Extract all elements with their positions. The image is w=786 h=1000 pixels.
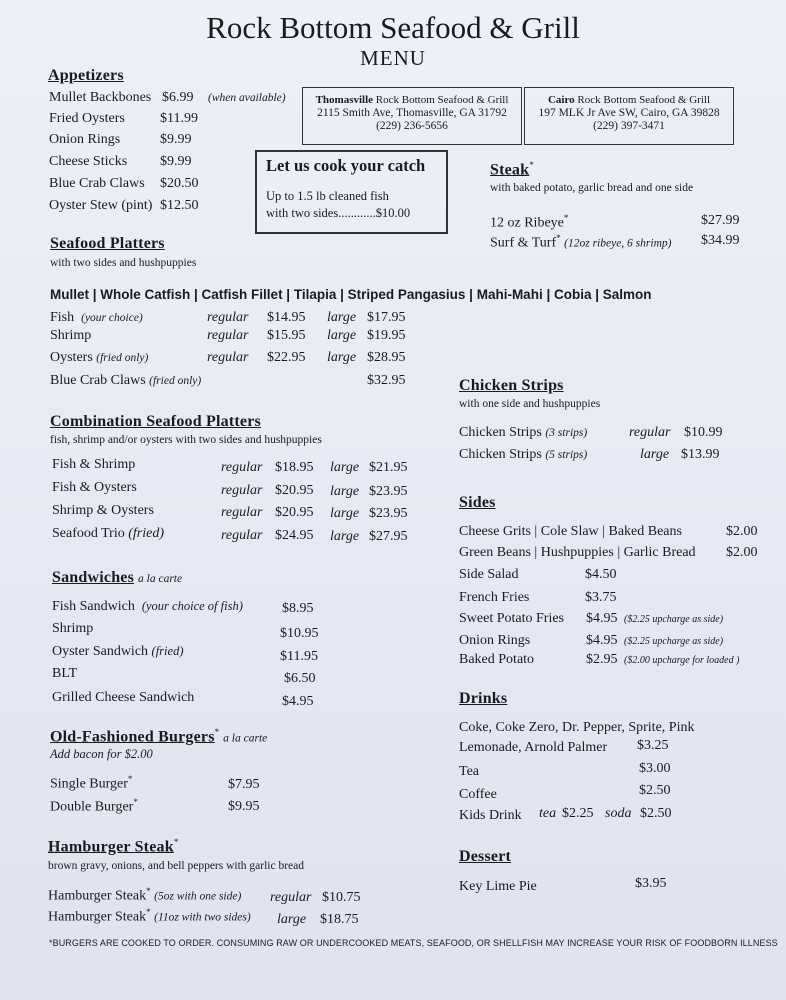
regular-label: regular — [221, 483, 263, 498]
burgers-add-bacon: Add bacon for $2.00 — [50, 747, 153, 761]
chicken-item: Chicken Strips (3 strips) — [459, 425, 588, 440]
cairo-location-box — [524, 87, 734, 145]
burger-item: Single Burger* — [50, 774, 133, 792]
large-label: large — [277, 912, 307, 927]
steak-heading-wrap — [490, 160, 534, 179]
large-label: large — [330, 529, 360, 544]
side-item: Side Salad — [459, 567, 519, 582]
side-price: $4.95 — [586, 633, 618, 648]
seafood-platters-heading: Seafood Platters — [50, 235, 165, 252]
appetizer-name: Fried Oysters — [49, 111, 125, 126]
combo-item: Fish & Shrimp — [52, 457, 136, 472]
hamburger-steak-price: $18.75 — [320, 912, 359, 927]
large-price: $23.95 — [369, 484, 408, 499]
drinks-line-1: Coke, Coke Zero, Dr. Pepper, Sprite, Pink — [459, 720, 695, 735]
asterisk-mark: * — [529, 160, 534, 170]
kids-drink: Kids Drink — [459, 808, 522, 823]
large-price: $17.95 — [367, 310, 406, 325]
restaurant-title: Rock Bottom Seafood & Grill — [206, 10, 580, 45]
side-item: Onion Rings — [459, 633, 531, 648]
appetizer-name: Oyster Stew (pint) — [49, 198, 153, 213]
appetizer-name: Blue Crab Claws — [49, 176, 145, 191]
hamburger-steak-heading: Hamburger Steak — [48, 838, 174, 856]
platter-item: Fish (your choice) — [50, 310, 143, 325]
catch-line-1: Up to 1.5 lb cleaned fish — [266, 189, 389, 203]
dessert-price: $3.95 — [635, 876, 667, 891]
sandwiches-note: a la carte — [138, 573, 183, 585]
appetizer-price: $11.99 — [160, 111, 198, 126]
fish-types: Mullet | Whole Catfish | Catfish Fillet | Tilapia | Striped Pangasius | Mahi-Mahi | Cobia | Salmon — [50, 287, 652, 302]
sandwich-item: Grilled Cheese Sandwich — [52, 690, 195, 705]
combo-item: Seafood Trio (fried) — [52, 526, 164, 541]
side-item: Sweet Potato Fries — [459, 611, 564, 626]
sandwich-item: BLT — [52, 666, 78, 681]
catch-line-2: with two sides............$10.00 — [266, 206, 411, 220]
location-name: Cairo Rock Bottom Seafood & Grill — [547, 94, 711, 106]
sandwich-price: $6.50 — [284, 671, 316, 686]
side-item: Green Beans | Hushpuppies | Garlic Bread — [459, 545, 696, 560]
appetizer-price: $20.50 — [160, 176, 199, 191]
sandwich-item: Shrimp — [52, 621, 94, 636]
large-price: $19.95 — [367, 328, 406, 343]
large-label: large — [330, 484, 360, 499]
regular-price: $14.95 — [267, 310, 306, 325]
regular-price: $22.95 — [267, 350, 306, 365]
sides-heading: Sides — [459, 494, 496, 511]
drinks-price: $3.25 — [637, 738, 669, 753]
kids-soda-price: $2.50 — [640, 806, 672, 821]
appetizer-name: Mullet Backbones — [49, 90, 152, 105]
side-item: Cheese Grits | Cole Slaw | Baked Beans — [459, 524, 682, 539]
burger-price: $9.95 — [228, 799, 260, 814]
location-address: 197 MLK Jr Ave SW, Cairo, GA 39828 — [538, 107, 720, 119]
side-price: $3.75 — [585, 590, 617, 605]
steak-price: $34.99 — [701, 233, 740, 248]
regular-label: regular — [221, 460, 263, 475]
platter-price: $32.95 — [367, 373, 406, 388]
kids-soda-label: soda — [605, 806, 632, 821]
sandwiches-heading: Sandwiches — [52, 569, 135, 586]
catch-heading: Let us cook your catch — [266, 156, 426, 175]
appetizer-name: Cheese Sticks — [49, 154, 128, 169]
burgers-heading-wrap: Old-Fashioned Burgers* a la carte — [50, 727, 268, 746]
cook-your-catch-box — [255, 150, 448, 234]
regular-label: regular — [221, 528, 263, 543]
large-price: $23.95 — [369, 506, 408, 521]
regular-price: $15.95 — [267, 328, 306, 343]
drink-item: Tea — [459, 764, 480, 779]
burger-price: $7.95 — [228, 777, 260, 792]
seafood-platters-note: with two sides and hushpuppies — [50, 257, 197, 269]
combo-item: Shrimp & Oysters — [52, 503, 154, 518]
dessert-heading: Dessert — [459, 848, 512, 865]
hamburger-steak-price: $10.75 — [322, 890, 361, 905]
location-phone: (229) 236-5656 — [376, 120, 448, 132]
combo-heading: Combination Seafood Platters — [50, 413, 261, 430]
hamburger-steak-item: Hamburger Steak* (5oz with one side) — [48, 886, 242, 904]
chicken-note: with one side and hushpuppies — [459, 398, 601, 410]
side-item: French Fries — [459, 590, 530, 605]
menu-subtitle: MENU — [360, 46, 426, 70]
disclaimer: *BURGERS ARE COOKED TO ORDER. CONSUMING RAW OR UNDERCOOKED MEATS, SEAFOOD, OR SHELLFISH MAY INCREASE YOUR RISK OF FOODBORN ILLNESS — [49, 938, 778, 948]
steak-heading: Steak — [490, 161, 530, 179]
platter-item: Shrimp — [50, 328, 92, 343]
regular-label: regular — [207, 350, 249, 365]
appetizer-price: $6.99 — [162, 90, 194, 105]
side-price: $4.95 — [586, 611, 618, 626]
regular-label: regular — [629, 425, 671, 440]
appetizer-note: (when available) — [208, 92, 286, 104]
hamburger-steak-note: brown gravy, onions, and bell peppers with garlic bread — [48, 860, 305, 872]
sandwich-price: $4.95 — [282, 694, 314, 709]
large-label: large — [330, 460, 360, 475]
burgers-note: a la carte — [223, 732, 268, 745]
regular-price: $20.95 — [275, 483, 314, 498]
large-price: $27.95 — [369, 529, 408, 544]
steak-item: 12 oz Ribeye* — [490, 213, 569, 231]
hamburger-steak-heading-wrap: Hamburger Steak* — [48, 837, 179, 856]
sandwich-price: $10.95 — [280, 626, 319, 641]
location-address: 2115 Smith Ave, Thomasville, GA 31792 — [317, 107, 507, 119]
drinks-line-2: Lemonade, Arnold Palmer — [459, 740, 608, 755]
large-label: large — [327, 328, 357, 343]
side-price: $2.95 — [586, 652, 618, 667]
sandwich-item: Oyster Sandwich (fried) — [52, 644, 184, 659]
chicken-price: $13.99 — [681, 447, 720, 462]
sandwich-item: Fish Sandwich (your choice of fish) — [52, 599, 243, 614]
side-note: ($2.25 upcharge as side) — [624, 636, 724, 647]
drinks-heading: Drinks — [459, 690, 508, 707]
large-price: $21.95 — [369, 460, 408, 475]
thomasville-location-box — [302, 87, 522, 145]
combo-note: fish, shrimp and/or oysters with two sides and hushpuppies — [50, 434, 322, 446]
regular-label: regular — [270, 890, 312, 905]
drink-price: $2.50 — [639, 783, 671, 798]
side-price: $4.50 — [585, 567, 617, 582]
steak-price: $27.99 — [701, 213, 740, 228]
burger-item: Double Burger* — [50, 797, 138, 815]
location-name: Thomasville Rock Bottom Seafood & Grill — [315, 94, 509, 106]
large-label: large — [327, 350, 357, 365]
side-price: $2.00 — [726, 545, 758, 560]
location-phone: (229) 397-3471 — [593, 120, 665, 132]
drink-item: Coffee — [459, 787, 497, 802]
appetizer-price: $9.99 — [160, 154, 192, 169]
steak-item: Surf & Turf* (12oz ribeye, 6 shrimp) — [490, 233, 672, 251]
side-note: ($2.25 upcharge as side) — [624, 614, 724, 625]
kids-tea-price: $2.25 — [562, 806, 594, 821]
chicken-price: $10.99 — [684, 425, 723, 440]
appetizer-name: Onion Rings — [49, 132, 121, 147]
regular-label: regular — [221, 505, 263, 520]
steak-note: with baked potato, garlic bread and one side — [490, 182, 694, 194]
platter-item: Blue Crab Claws (fried only) — [50, 373, 202, 388]
side-price: $2.00 — [726, 524, 758, 539]
hamburger-steak-item: Hamburger Steak* (11oz with two sides) — [48, 907, 251, 925]
sandwich-price: $8.95 — [282, 601, 314, 616]
large-label: large — [330, 506, 360, 521]
sandwich-price: $11.95 — [280, 649, 318, 664]
kids-tea-label: tea — [539, 806, 557, 821]
regular-label: regular — [207, 328, 249, 343]
burgers-heading: Old-Fashioned Burgers — [50, 728, 215, 746]
drink-price: $3.00 — [639, 761, 671, 776]
side-item: Baked Potato — [459, 652, 535, 667]
chicken-heading: Chicken Strips — [459, 377, 564, 394]
regular-label: regular — [207, 310, 249, 325]
appetizer-price: $12.50 — [160, 198, 199, 213]
large-label: large — [640, 447, 670, 462]
platter-item: Oysters (fried only) — [50, 350, 149, 365]
regular-price: $24.95 — [275, 528, 314, 543]
dessert-item: Key Lime Pie — [459, 879, 537, 894]
appetizer-price: $9.99 — [160, 132, 192, 147]
regular-price: $18.95 — [275, 460, 314, 475]
appetizers-heading: Appetizers — [48, 67, 124, 84]
large-label: large — [327, 310, 357, 325]
combo-item: Fish & Oysters — [52, 480, 137, 495]
chicken-item: Chicken Strips (5 strips) — [459, 447, 588, 462]
large-price: $28.95 — [367, 350, 406, 365]
side-note: ($2.00 upcharge for loaded ) — [624, 655, 740, 666]
regular-price: $20.95 — [275, 505, 314, 520]
sandwiches-heading-wrap — [52, 569, 182, 587]
